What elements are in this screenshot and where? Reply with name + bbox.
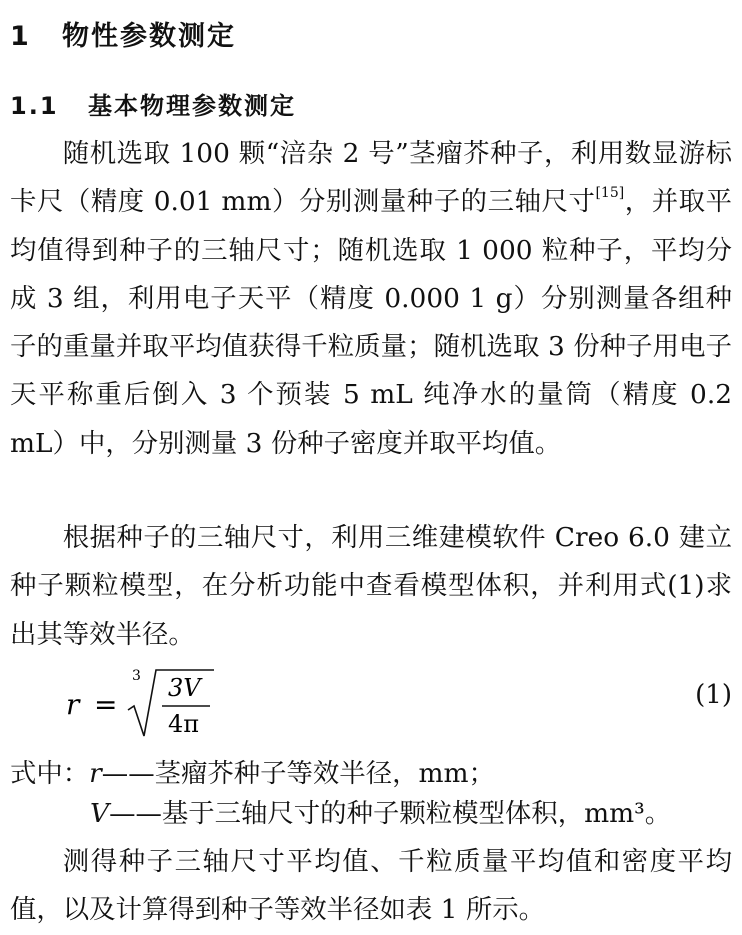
fraction-numerator: 3V bbox=[168, 674, 201, 702]
paragraph-text-part-b: ，并取平均值得到种子的三轴尺寸；随机选取 1 000 粒种子，平均分成 3 组，利用电子天平（精度 0.000 1 g）分别测量各组种子的重量并取平均值获得千粒质量；随机选取 3 份种子用电子天平称重后倒入 3 个预装 5 mL 纯净水的量筒（精度 0.2 mL）中，分别测量 3 份种子密度并取平均值。 bbox=[10, 186, 733, 459]
definitions-intro: 式中： bbox=[10, 758, 90, 789]
symbol-v: V bbox=[90, 798, 110, 829]
equation-number: (1) bbox=[695, 680, 732, 710]
definition-dash: —— bbox=[101, 758, 155, 789]
equation-lhs: r bbox=[66, 688, 80, 721]
fraction-denominator: 4π bbox=[168, 710, 200, 738]
paragraph-modeling bbox=[10, 514, 732, 659]
definition-line-r bbox=[10, 754, 732, 794]
paragraph-measurement-method bbox=[10, 130, 732, 468]
definition-line-v bbox=[10, 794, 732, 834]
section-heading bbox=[10, 14, 236, 53]
subsection-number: 1.1 bbox=[10, 92, 59, 120]
symbol-r: r bbox=[89, 758, 102, 789]
equation-equals: = bbox=[94, 688, 118, 721]
paragraph-text: 测得种子三轴尺寸平均值、千粒质量平均值和密度平均值，以及计算得到种子等效半径如表 1 所示。 bbox=[10, 846, 732, 926]
paragraph-text: 根据种子的三轴尺寸，利用三维建模软件 Creo 6.0 建立种子颗粒模型，在分析功能中查看模型体积，并利用式(1)求出其等效半径。 bbox=[10, 522, 732, 650]
definition-dash: —— bbox=[109, 798, 162, 829]
equation-formula bbox=[64, 662, 324, 744]
section-number: 1 bbox=[10, 21, 31, 52]
definition-r-text: 茎瘤芥种子等效半径，mm； bbox=[154, 758, 495, 789]
paragraph-text bbox=[10, 130, 732, 468]
subsection-title: 基本物理参数测定 bbox=[88, 92, 296, 120]
variable-definitions bbox=[10, 754, 732, 834]
definition-v-text: 基于三轴尺寸的种子颗粒模型体积，mm³。 bbox=[161, 798, 672, 829]
root-index: 3 bbox=[132, 668, 141, 684]
paragraph-results bbox=[10, 838, 732, 935]
paragraph-text-part-a: 随机选取 100 颗“涪杂 2 号”茎瘤芥种子，利用数显游标卡尺（精度 0.01 mm）分别测量种子的三轴尺寸 bbox=[10, 138, 732, 218]
equation-block bbox=[64, 662, 732, 744]
section-title: 物性参数测定 bbox=[62, 21, 236, 52]
subsection-heading bbox=[10, 86, 296, 121]
citation-ref: [15] bbox=[595, 185, 625, 202]
